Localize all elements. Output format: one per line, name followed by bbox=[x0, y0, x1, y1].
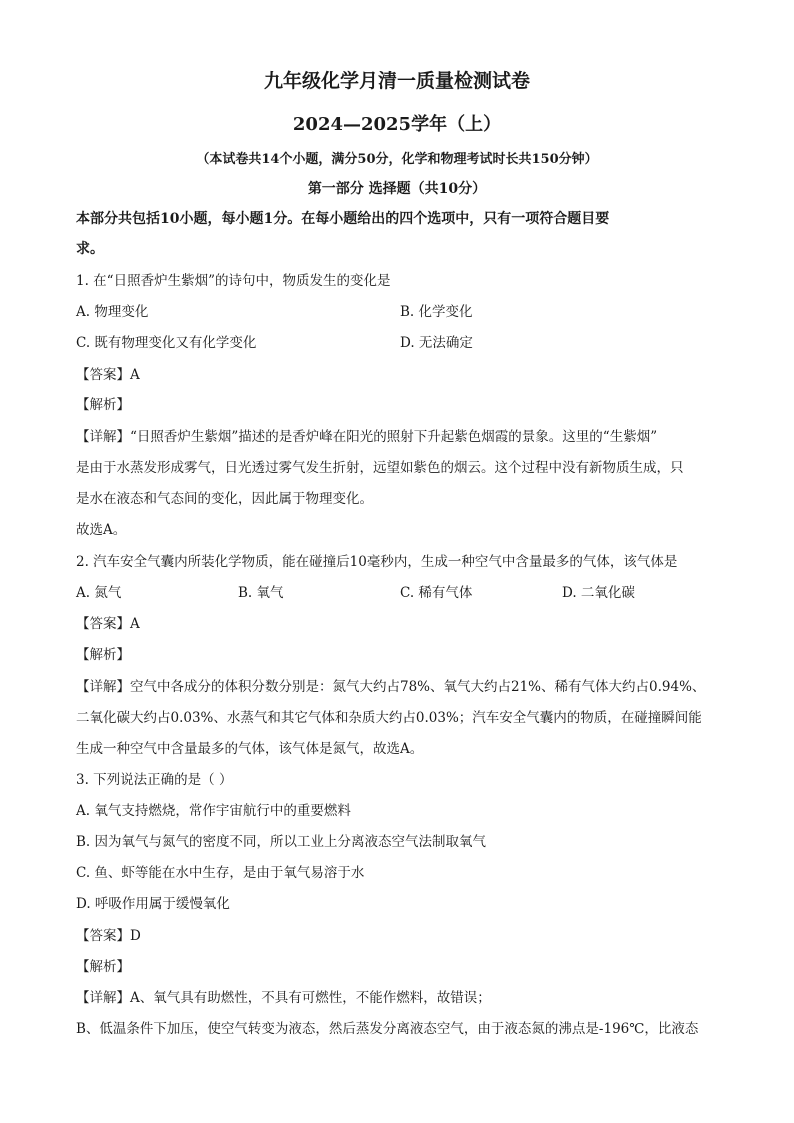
question-2-stem: 2. 汽车安全气囊内所装化学物质，能在碰撞后10毫秒内，生成一种空气中含量最多的气体，该气体是 bbox=[76, 554, 678, 570]
question-2-option-a: A. 氮气 bbox=[76, 585, 122, 601]
question-2-option-d: D. 二氧化碳 bbox=[562, 585, 635, 601]
question-3-answer: 【答案】D bbox=[76, 928, 141, 944]
question-3-option-c: C. 鱼、虾等能在水中生存，是由于氧气易溶于水 bbox=[76, 865, 365, 881]
question-1-stem: 1. 在“日照香炉生紫烟”的诗句中，物质发生的变化是 bbox=[76, 273, 391, 289]
question-2-detail-line2: 二氧化碳大约占0.03%、水蒸气和其它气体和杂质大约占0.03%；汽车安全气囊内的物质，在碰撞瞬间能 bbox=[76, 710, 702, 726]
question-2-detail-line1: 【详解】空气中各成分的体积分数分别是：氮气大约占78%、氧气大约占21%、稀有气体大约占0.94%、 bbox=[76, 679, 706, 695]
question-2-option-b: B. 氧气 bbox=[238, 585, 284, 601]
question-3-detail-line2: B、低温条件下加压，使空气转变为液态，然后蒸发分离液态空气，由于液态氮的沸点是-196℃，比液态 bbox=[76, 1021, 699, 1037]
question-1-answer: 【答案】A bbox=[76, 367, 140, 383]
question-2-detail-line3: 生成一种空气中含量最多的气体，该气体是氮气，故选A。 bbox=[76, 741, 424, 757]
question-1-option-a: A. 物理变化 bbox=[76, 304, 149, 320]
section-instructions-line1: 本部分共包括10小题，每小题1分。在每小题给出的四个选项中，只有一项符合题目要 bbox=[76, 211, 610, 227]
question-1-analysis-label: 【解析】 bbox=[76, 397, 130, 413]
question-2-answer: 【答案】A bbox=[76, 616, 140, 632]
question-2-analysis-label: 【解析】 bbox=[76, 647, 130, 663]
question-3-stem: 3. 下列说法正确的是（ ） bbox=[76, 772, 233, 788]
section-instructions-line2: 求。 bbox=[76, 241, 104, 257]
question-1-conclusion: 故选A。 bbox=[76, 522, 127, 538]
question-1-detail-line2: 是由于水蒸发形成雾气，日光透过雾气发生折射，远望如紫色的烟云。这个过程中没有新物质生成，只 bbox=[76, 460, 684, 476]
exam-note: （本试卷共14个小题，满分50分，化学和物理考试时长共150分钟） bbox=[196, 152, 598, 167]
question-3-option-d: D. 呼吸作用属于缓慢氧化 bbox=[76, 896, 230, 912]
exam-title: 九年级化学月清一质量检测试卷 bbox=[263, 70, 530, 92]
question-1-detail-line3: 是水在液态和气态间的变化，因此属于物理变化。 bbox=[76, 491, 373, 507]
question-1-option-d: D. 无法确定 bbox=[400, 335, 473, 351]
section-heading: 第一部分 选择题（共10分） bbox=[307, 181, 487, 197]
question-1-option-c: C. 既有物理变化又有化学变化 bbox=[76, 335, 257, 351]
question-1-detail-line1: 【详解】“日照香炉生紫烟”描述的是香炉峰在阳光的照射下升起紫色烟霞的景象。这里的“生紫烟” bbox=[76, 429, 658, 445]
question-3-option-a: A. 氧气支持燃烧，常作宇宙航行中的重要燃料 bbox=[76, 803, 351, 819]
question-3-detail-line1: 【详解】A、氧气具有助燃性，不具有可燃性，不能作燃料，故错误； bbox=[76, 990, 491, 1006]
question-2-option-c: C. 稀有气体 bbox=[400, 585, 473, 601]
question-3-analysis-label: 【解析】 bbox=[76, 959, 130, 975]
question-1-option-b: B. 化学变化 bbox=[400, 304, 473, 320]
question-3-option-b: B. 因为氧气与氮气的密度不同，所以工业上分离液态空气法制取氧气 bbox=[76, 834, 487, 850]
school-year: 2024—2025学年（上） bbox=[292, 114, 502, 135]
